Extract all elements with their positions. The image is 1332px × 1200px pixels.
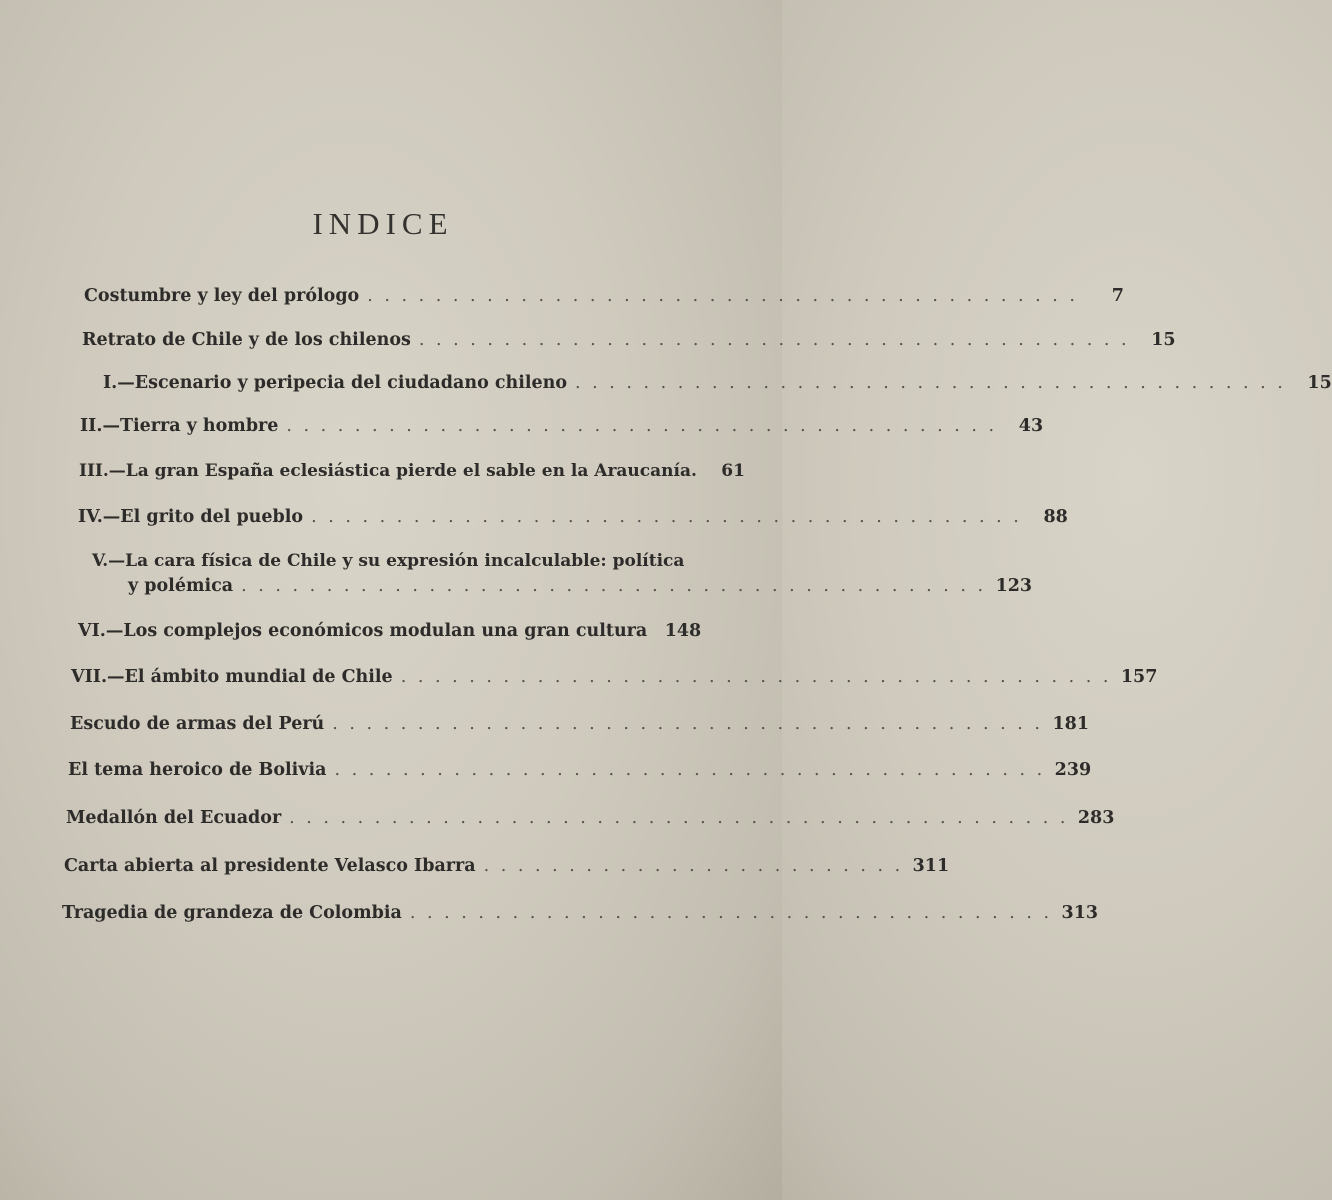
toc-entry-page: 283 — [1077, 808, 1115, 828]
toc-entry-page: 43 — [1018, 416, 1044, 436]
leader-dots: . . . . . . . . . . . . . . . . . . . . . . . . . . . . . . . . . . . . . . . . . . — [367, 286, 1078, 306]
leader-dots: . . . . . . . . . . . . . . . . . . . . . . . . . . . . . . . . . . . . . . . . . . — [286, 416, 998, 436]
toc-entry — [103, 373, 1332, 393]
toc-entry — [80, 416, 1044, 436]
toc-entry-page: 157 — [1120, 667, 1158, 687]
leader-dots: . . . . . . . . . . . . . . . . . . . . . . . . . . . . . . . . . . . . . . . . . . . . . . — [289, 808, 1069, 828]
leader-dots: . . . . . . . . . . . . . . . . . . . . . . . . . . . . . . . . . . . . . . . . . . — [575, 373, 1286, 393]
toc-entry — [71, 667, 1158, 687]
toc-entry-page: 313 — [1061, 903, 1099, 923]
toc-entry-label: Retrato de Chile y de los chilenos — [82, 330, 411, 350]
toc-entry-page: 181 — [1052, 714, 1089, 734]
toc-entry-label: Costumbre y ley del prólogo — [84, 286, 360, 306]
toc-entry-page: 239 — [1054, 760, 1092, 780]
toc-entry-label: VI.—Los complejos económicos modulan una gran cultura — [78, 621, 648, 641]
toc-entry — [78, 621, 702, 641]
leader-dots: . . . . . . . . . . . . . . . . . . . . . . . . . . . . . . . . . . . . . . . . . . — [332, 714, 1043, 734]
toc-entry-label: VII.—El ámbito mundial de Chile — [71, 667, 393, 687]
toc-entry-page: 15 — [1307, 373, 1332, 393]
leader-dots: . . . . . . . . . . . . . . . . . . . . . . . . . . . . . . . . . . . . . . . . . . — [334, 760, 1046, 780]
toc-entry-page: 61 — [721, 461, 745, 481]
index-title: INDICE — [312, 206, 454, 241]
toc-entry-label-continued: y polémica — [128, 576, 234, 596]
toc-entry-page: 148 — [664, 621, 702, 641]
toc-entry — [62, 903, 1099, 923]
toc-entry-label: V.—La cara física de Chile y su expresión incalculable: política — [92, 551, 685, 571]
leader-dots: . . . . . . . . . . . . . . . . . . . . . . . . . . . . . . . . . . . . . . — [409, 903, 1053, 923]
toc-entry-page: 15 — [1151, 330, 1176, 350]
toc-entry-page: 123 — [995, 576, 1033, 596]
toc-entry — [66, 808, 1115, 828]
toc-entry — [78, 507, 1068, 527]
toc-entry — [64, 856, 950, 876]
toc-entry-label: III.—La gran España eclesiástica pierde el sable en la Araucanía. — [79, 461, 697, 481]
toc-entry-label: El tema heroico de Bolivia — [68, 760, 327, 780]
leader-dots: . . . . . . . . . . . . . . . . . . . . . . . . . — [483, 856, 904, 876]
toc-entry-page: 311 — [912, 856, 950, 876]
toc-entry — [128, 576, 1033, 596]
leader-dots: . . . . . . . . . . . . . . . . . . . . . . . . . . . . . . . . . . . . . . . . . . — [418, 330, 1130, 350]
toc-entry-label: II.—Tierra y hombre — [80, 416, 279, 436]
toc-entry — [70, 714, 1089, 734]
toc-entry — [84, 286, 1124, 306]
toc-entry-label: Medallón del Ecuador — [66, 808, 282, 828]
toc-entry-label: IV.—El grito del pueblo — [78, 507, 304, 527]
toc-entry — [79, 461, 745, 481]
leader-dots: . . . . . . . . . . . . . . . . . . . . . . . . . . . . . . . . . . . . . . . . . . — [400, 667, 1112, 687]
toc-entry-page: 7 — [1111, 286, 1124, 306]
toc-entry-page: 88 — [1043, 507, 1068, 527]
toc-entry-label: I.—Escenario y peripecia del ciudadano chileno — [103, 373, 568, 393]
toc-entry-label: Escudo de armas del Perú — [70, 714, 325, 734]
leader-dots: . . . . . . . . . . . . . . . . . . . . . . . . . . . . . . . . . . . . . . . . . . — [311, 507, 1022, 527]
toc-entry — [82, 330, 1176, 350]
toc-entry-label: Carta abierta al presidente Velasco Ibarra — [64, 856, 476, 876]
toc-entry — [68, 760, 1092, 780]
leader-dots: . . . . . . . . . . . . . . . . . . . . . . . . . . . . . . . . . . . . . . . . . . . . — [241, 576, 987, 596]
toc-entry-label: Tragedia de grandeza de Colombia — [62, 903, 402, 923]
